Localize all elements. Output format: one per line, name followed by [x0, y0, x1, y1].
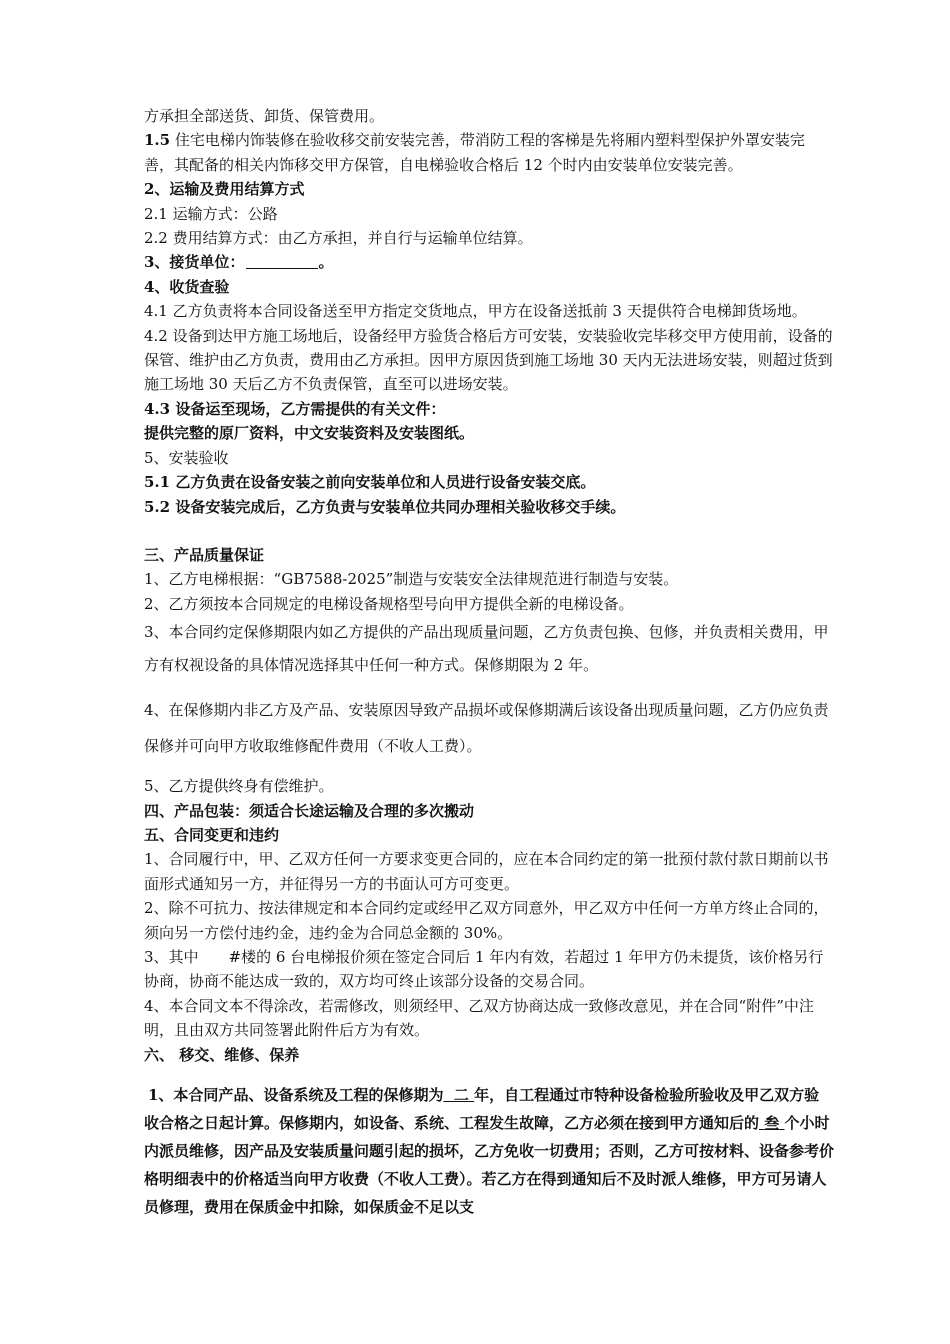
paragraph: 3、本合同约定保修期限内如乙方提供的产品出现质量问题，乙方负责包换、包修，并负责相关费用，甲方有权视设备的具体情况选择其中任何一种方式。保修期限为 2 年。	[144, 623, 829, 675]
receiver-blank	[246, 253, 318, 269]
paragraph: 2.2 费用结算方式：由乙方承担，并自行与运输单位结算。	[144, 229, 533, 248]
spacer	[144, 519, 834, 543]
response-hours-value: 叁	[764, 1114, 780, 1132]
section-heading: 5、安装验收	[144, 448, 229, 467]
spacer	[144, 1067, 834, 1081]
paragraph: 5、乙方提供终身有偿维护。	[144, 777, 334, 796]
paragraph: 4、在保修期内非乙方及产品、安装原因导致产品损坏或保修期满后该设备出现质量问题，乙方仍应负责保修并可向甲方收取维修配件费用（不收人工费）。	[144, 701, 829, 756]
paragraph: 2、除不可抗力、按法律规定和本合同约定或经甲乙双方同意外，甲乙双方中任何一方单方终止合同的，须向另一方偿付违约金，违约金为合同总金额的 30%。	[144, 899, 829, 942]
clause-text: 年，自工程通过市特种设备检验所验收及甲乙双方验收合格之日起计算。保修期内，如设备、系统、工程发生故障，乙方必须在接到甲方通知后的	[144, 1086, 820, 1132]
clause-prefix: 3、其中	[144, 947, 199, 966]
paragraph	[144, 128, 834, 177]
paragraph: 4.3 设备运至现场，乙方需提供的有关文件：	[144, 399, 446, 418]
clause-text: #楼的 6 台电梯报价须在签定合同后 1 年内有效，若超过 1 年甲方仍未提货，该价格另行协商，协商不能达成一致的，双方均可终止该部分设备的交易合同。	[144, 947, 824, 991]
paragraph: 4.2 设备到达甲方施工场地后，设备经甲方验货合格后方可安装，安装验收完毕移交甲方使用前，设备的保管、维护由乙方负责，费用由乙方承担。因甲方原因货到施工场地 30 天内无法进场安装，则超过货到施工场地 30 天后乙方不负责保管，直至可以进场安装。	[144, 326, 833, 394]
section-heading: 2、运输及费用结算方式	[144, 180, 305, 199]
paragraph: 方承担全部送货、卸货、保管费用。	[144, 107, 385, 125]
section-heading: 六、 移交、维修、保养	[144, 1045, 300, 1064]
clause-number: 1.5	[144, 131, 171, 150]
section-heading: 4、收货查验	[144, 277, 230, 296]
section-heading: 五、合同变更和违约	[144, 825, 280, 844]
paragraph: 提供完整的原厂资料，中文安装资料及安装图纸。	[144, 424, 475, 443]
warranty-years	[443, 1086, 474, 1104]
contract-page	[144, 104, 834, 1221]
paragraph: 5.2 设备安装完成后，乙方负责与安装单位共同办理相关验收移交手续。	[144, 497, 626, 516]
paragraph: 1、乙方电梯根据：“GB7588-2025”制造与安装安全法律规范进行制造与安装。	[144, 570, 679, 589]
clause-text: 住宅电梯内饰装修在验收移交前安装完善，带消防工程的客梯是先将厢内塑料型保护外罩安装完善，其配备的相关内饰移交甲方保管，自电梯验收合格后 12 个时内由安装单位安装完善。	[144, 131, 805, 174]
section-heading: 三、产品质量保证	[144, 545, 265, 564]
paragraph: 1、合同履行中，甲、乙双方任何一方要求变更合同的，应在本合同约定的第一批预付款付款日期前以书面形式通知另一方，并征得另一方的书面认可方可变更。	[144, 850, 829, 893]
section-heading	[144, 250, 834, 274]
paragraph: 2.1 运输方式：公路	[144, 204, 278, 223]
paragraph	[144, 1081, 834, 1221]
paragraph: 5.1 乙方负责在设备安装之前向安装单位和人员进行设备安装交底。	[144, 473, 596, 492]
clause-text: 1、本合同产品、设备系统及工程的保修期为	[148, 1086, 444, 1104]
warranty-years-value: 二	[453, 1086, 469, 1104]
receiver-end: 。	[318, 253, 334, 272]
paragraph: 4、本合同文本不得涂改，若需修改，则须经甲、乙双方协商达成一致修改意见，并在合同“附件”中注明，且由双方共同签署此附件后方为有效。	[144, 996, 814, 1040]
response-hours	[759, 1114, 784, 1132]
section-heading: 四、产品包装：须适合长途运输及合理的多次搬动	[144, 801, 475, 820]
paragraph: 4.1 乙方负责将本合同设备送至甲方指定交货地点，甲方在设备送抵前 3 天提供符合电梯卸货场地。	[144, 302, 807, 321]
paragraph	[144, 945, 834, 994]
receiver-label: 3、接货单位：	[144, 253, 245, 272]
paragraph: 2、乙方须按本合同规定的电梯设备规格型号向甲方提供全新的电梯设备。	[144, 594, 634, 613]
clause-text: 个小时内派员维修，因产品及安装质量问题引起的损坏，乙方免收一切费用；否则，乙方可按材料、设备参考价格明细表中的价格适当向甲方收费（不收人工费）。若乙方在得到通知后不及时派人维修，甲方可另请人员修理，费用在保质金中扣除，如保质金不足以支	[144, 1114, 835, 1216]
